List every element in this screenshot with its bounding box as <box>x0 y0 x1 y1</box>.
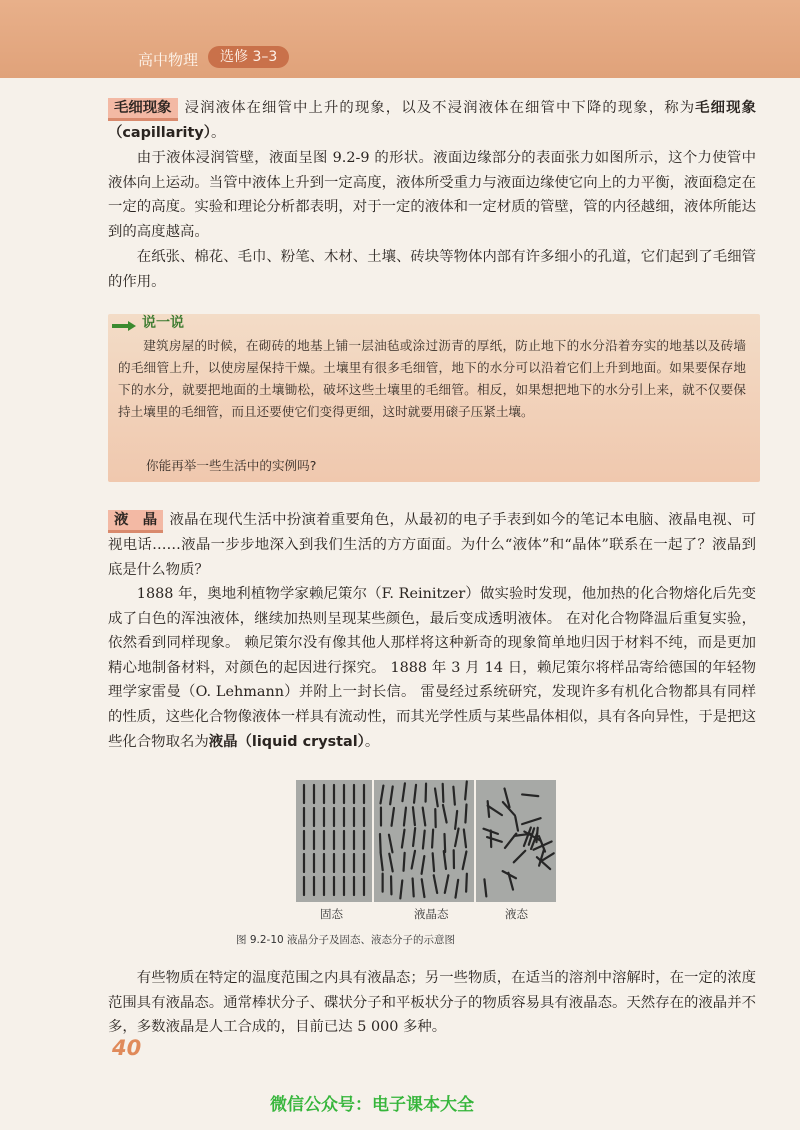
liquid-crystal-term: 液 晶 <box>108 510 163 533</box>
molecule-liquid-crystal <box>390 786 393 804</box>
molecule-liquid-crystal <box>464 829 466 847</box>
watermark: 微信公众号：电子课本大全 <box>270 1095 474 1115</box>
molecule-liquid-crystal <box>392 808 394 826</box>
molecule-liquid-crystal <box>381 852 383 870</box>
molecule-liquid-crystal <box>434 875 437 893</box>
label-solid: 固态 <box>320 907 343 921</box>
molecule-liquid <box>514 851 526 863</box>
molecule-liquid-crystal <box>413 807 415 825</box>
molecule-liquid-crystal <box>404 808 406 826</box>
figure-caption: 图 9.2-10 液晶分子及固态、液态分子的示意图 <box>236 934 456 946</box>
capillarity-term: 毛细现象 <box>108 98 178 121</box>
panel-solid <box>296 780 372 902</box>
molecule-liquid-crystal <box>404 853 405 871</box>
molecule-liquid-crystal <box>414 785 416 803</box>
molecule-liquid-crystal <box>400 880 402 898</box>
molecule-liquid-crystal <box>412 851 415 869</box>
molecule-liquid-crystal <box>445 875 449 893</box>
panel-liquid-crystal <box>374 780 474 902</box>
capillarity-para-2: 由于液体浸润管壁，液面呈图 9.2-9 的形状。液面边缘部分的表面张力如图所示，这个力使管中液体向上运动。当管中液体上升到一定高度，液体所受重力与液面边缘使它向上的力平衡，液面稳定在一定的高度。实验和理论分析都表明，对于一定的液体和一定材质的管壁，管的内径越细，液体所能达到的高度越高。 <box>108 150 756 240</box>
discuss-question: 你能再举一些生活中的实例吗? <box>146 458 317 473</box>
liquid-crystal-intro: 液 晶 液晶在现代生活中扮演着重要角色，从最初的电子手表到如今的笔记本电脑、液晶电视、可视电话……液晶一步步地深入到我们生活的方方面面。为什么“液体”和“晶体”联系在一起了？液晶到底是什么物质？ <box>108 512 756 578</box>
molecule-liquid-crystal <box>433 853 434 871</box>
book-title: 高中物理 <box>138 51 199 69</box>
molecule-liquid-crystal <box>463 852 467 870</box>
molecule-liquid-crystal <box>465 781 467 799</box>
molecule-liquid-crystal <box>423 831 425 849</box>
molecule-liquid-crystal <box>423 808 426 826</box>
molecule-liquid-crystal <box>389 854 392 872</box>
molecule-liquid-crystal <box>381 786 384 804</box>
capillarity-intro: 毛细现象 浸润液体在细管中上升的现象，以及不浸润液体在细管中下降的现象，称为毛细现象（capillarity）。 <box>108 100 756 141</box>
molecule-liquid-crystal <box>422 879 425 897</box>
liquid-crystal-para-2: 1888 年，奥地利植物学家赖尼策尔（F. Reinitzer）做实验时发现，他加热的化合物熔化后先变成了白色的浑浊液体，继续加热则呈现某些颜色，最后变成透明液体。 在对化合物降温后重复实验，依然看到同样现象。 赖尼策尔没有像其他人那样将这种新奇的现象简单地归因于材料不纯，而是更加精心地制备材料，对颜色的起因进行探究。 1888 年 3 月 14 日，赖尼策尔将样品寄给德国的年轻物理学家雷曼（O. Lehmann）并附上一封长信。 雷曼经过系统研究，发现许多有机化合物都具有同样的性质，这些化合物像液体一样具有流动性，而其光学性质与某些晶体相似，具有各向异性，于是把这些化合物取名为液晶（liquid crystal）。 <box>108 586 756 750</box>
molecule-liquid <box>522 794 538 796</box>
molecule-liquid-crystal <box>432 830 433 848</box>
molecule-liquid <box>488 801 489 817</box>
molecule-liquid-crystal <box>444 851 446 869</box>
molecule-liquid-crystal <box>413 828 415 846</box>
capillarity-term-en: 毛细现象（capillarity） <box>108 100 756 141</box>
molecule-liquid-crystal <box>453 787 454 805</box>
molecule-liquid-crystal <box>435 789 438 807</box>
discuss-text: 建筑房屋的时候，在砌砖的地基上铺一层油毡或涂过沥青的厚纸，防止地下的水分沿着夯实的地基以及砖墙的毛细管上升，以使房屋保持干燥。土壤里有很多毛细管，地下的水分可以沿着它们上升到地面。如果要保存地下的水分，就要把地面的土壤锄松，破坏这些土壤里的毛细管。相反，如果想把地下的水分引上来，就不仅要保持土壤里的毛细管，而且还要使它们变得更细，这时就要用磙子压紧土壤。 <box>118 338 746 419</box>
capillarity-para-3: 在纸张、棉花、毛巾、粉笔、木材、土壤、砖块等物体内部有许多细小的孔道，它们起到了毛细管的作用。 <box>108 249 756 290</box>
liquid-crystal-para-3: 有些物质在特定的温度范围之内具有液晶态；另一些物质，在适当的溶剂中溶解时，在一定的浓度范围具有液晶态。通常棒状分子、碟状分子和平板状分子的物质容易具有液晶态。天然存在的液晶并不多，多数液晶是人工合成的，目前已达 5 000 多种。 <box>108 970 756 1036</box>
volume-badge: 选修 3–3 <box>208 46 289 68</box>
panel-liquid <box>476 780 556 902</box>
molecule-liquid-crystal <box>402 830 405 848</box>
header-band <box>0 0 800 78</box>
molecule-liquid-crystal <box>443 805 447 823</box>
molecule-liquid-crystal <box>443 784 444 802</box>
molecule-liquid-crystal <box>465 805 466 823</box>
page-number: 40 <box>112 1036 142 1060</box>
molecule-liquid-crystal <box>422 856 425 874</box>
label-liquid-crystal: 液晶态 <box>414 907 449 921</box>
molecule-liquid-crystal <box>466 874 467 892</box>
molecule-liquid <box>522 818 541 824</box>
molecule-liquid-crystal <box>380 834 381 852</box>
molecule-liquid-crystal <box>389 835 393 853</box>
molecule-liquid-crystal <box>444 834 445 852</box>
molecule-liquid-crystal <box>455 829 458 847</box>
molecule-liquid <box>484 879 486 896</box>
molecule-liquid <box>487 837 502 842</box>
molecule-liquid <box>515 817 518 831</box>
liquid-crystal-term-en: 液晶（liquid crystal） <box>208 733 365 750</box>
molecule-liquid-crystal <box>455 811 457 829</box>
molecule-liquid-crystal <box>413 878 414 896</box>
molecule-liquid <box>505 834 516 848</box>
molecule-liquid-crystal <box>455 880 458 898</box>
label-liquid: 液态 <box>505 907 528 921</box>
arrow-icon <box>112 316 136 326</box>
molecule-liquid-crystal <box>402 783 404 801</box>
discuss-label: 说一说 <box>142 315 184 331</box>
